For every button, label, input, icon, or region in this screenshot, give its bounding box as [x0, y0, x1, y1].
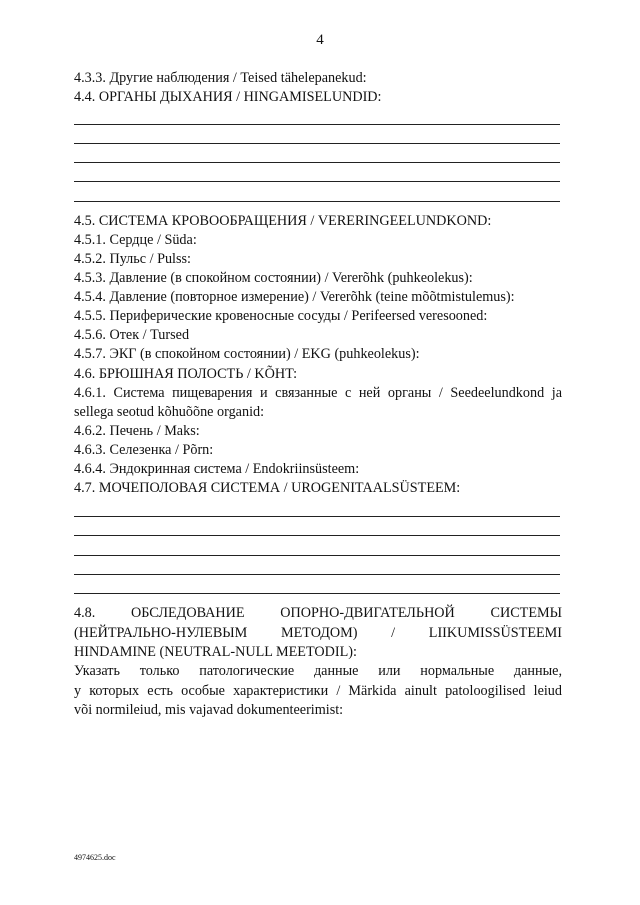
section-4-5-2: 4.5.2. Пульс / Pulss: — [74, 251, 191, 267]
section-4-5-4: 4.5.4. Давление (повторное измерение) / Vererõhk (teine mõõtmistulemus): — [74, 289, 515, 305]
section-4-5-3: 4.5.3. Давление (в спокойном состоянии) / Vererõhk (puhkeolekus): — [74, 270, 473, 286]
section-4-3-3: 4.3.3. Другие наблюдения / Teised tähelepanekud: — [74, 70, 367, 86]
blank-line — [74, 574, 560, 575]
blank-line — [74, 143, 560, 144]
instruction-line2: у которых есть особые характеристики / Märkida ainult patoloogilised leiud — [74, 683, 562, 699]
section-4-6-4: 4.6.4. Эндокринная система / Endokriinsüsteem: — [74, 461, 360, 477]
blank-line — [74, 555, 560, 556]
page-number: 4 — [316, 32, 324, 48]
section-4-6-3: 4.6.3. Селезенка / Põrn: — [74, 442, 214, 458]
section-4-6-heading: 4.6. БРЮШНАЯ ПОЛОСТЬ / KÕHT: — [74, 366, 298, 382]
blank-line — [74, 516, 560, 517]
section-4-5-1: 4.5.1. Сердце / Süda: — [74, 232, 197, 248]
section-4-6-1-line2: sellega seotud kõhuõõne organid: — [74, 404, 265, 420]
blank-line — [74, 124, 560, 125]
blank-line — [74, 201, 560, 202]
section-4-5-5: 4.5.5. Периферические кровеносные сосуды / Perifeersed veresooned: — [74, 308, 488, 324]
instruction-line3: või normileiud, mis vajavad dokumenteerimist: — [74, 702, 344, 718]
section-4-8-heading-line3: HINDAMINE (NEUTRAL-NULL MEETODIL): — [74, 644, 357, 660]
blank-line — [74, 535, 560, 536]
section-4-8-heading-line1: 4.8. ОБСЛЕДОВАНИЕ ОПОРНО-ДВИГАТЕЛЬНОЙ СИСТЕМЫ — [74, 605, 562, 621]
section-4-6-2: 4.6.2. Печень / Maks: — [74, 423, 200, 439]
blank-line — [74, 593, 560, 594]
section-4-5-6: 4.5.6. Отек / Tursed — [74, 327, 190, 343]
document-filename: 4974625.doc — [74, 853, 116, 862]
section-4-8-heading-line2: (НЕЙТРАЛЬНО-НУЛЕВЫМ МЕТОДОМ) / LIIKUMISSÜSTEEMI — [74, 625, 562, 641]
section-4-5-7: 4.5.7. ЭКГ (в спокойном состоянии) / EKG (puhkeolekus): — [74, 346, 420, 362]
instruction-line1: Указать только патологические данные или нормальные данные, — [74, 663, 562, 679]
section-4-5-heading: 4.5. СИСТЕМА КРОВООБРАЩЕНИЯ / VERERINGEELUNDKOND: — [74, 213, 492, 229]
section-4-6-1-line1: 4.6.1. Система пищеварения и связанные с ней органы / Seedeelundkond ja — [74, 385, 562, 401]
section-4-7-heading: 4.7. МОЧЕПОЛОВАЯ СИСТЕМА / UROGENITAALSÜSTEEM: — [74, 480, 461, 496]
blank-line — [74, 162, 560, 163]
section-4-4-heading: 4.4. ОРГАНЫ ДЫХАНИЯ / HINGAMISELUNDID: — [74, 89, 382, 105]
blank-line — [74, 181, 560, 182]
